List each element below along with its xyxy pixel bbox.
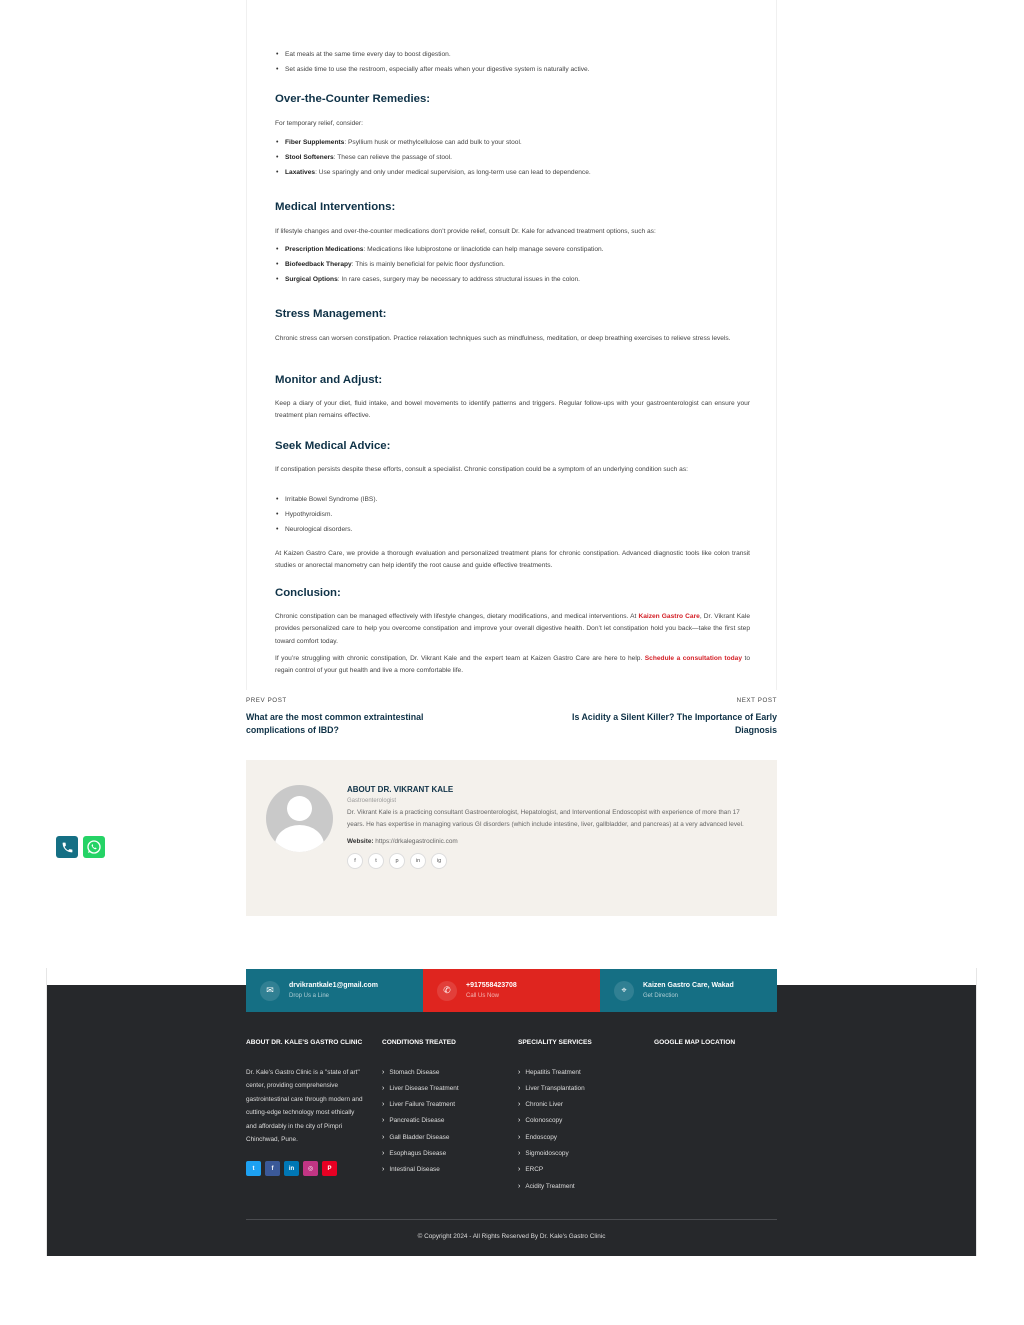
monitor-heading: Monitor and Adjust: [275,374,383,386]
otc-list [275,137,750,182]
phone-icon: ✆ [437,981,457,1001]
list-item: • Set aside time to use the restroom, especially after meals when your digestive system is naturally active. [275,64,750,76]
author-bio: Dr. Vikrant Kale is a practicing consultant Gastroenterologist, Hepatologist, and Interventional Endoscopist with experience of more than 17 years. He has expertise in managing various GI disorders (which include intestine, liver, gallbladder, and pancreas) at a very advanced level. [347,809,744,829]
footer-link[interactable]: › Esophagus Disease [382,1149,507,1158]
list-item: • Hypothyroidism. [275,509,750,521]
whatsapp-icon [86,839,102,855]
linkedin-icon[interactable]: in [284,1161,299,1176]
mail-icon: ✉ [260,981,280,1001]
list-item: • Biofeedback Therapy: This is mainly beneficial for pelvic floor dysfunction. [275,259,750,271]
footer-map [654,1036,777,1050]
phone-contact[interactable] [423,969,600,1012]
stress-heading: Stress Management: [275,308,387,320]
footer-conditions [382,1036,507,1182]
footer-link[interactable]: › Pancreatic Disease [382,1116,507,1125]
medical-list [275,244,750,289]
pinterest-icon[interactable]: p [389,853,405,869]
footer-link[interactable]: › Colonoscopy [518,1116,643,1125]
list-item: • Eat meals at the same time every day to boost digestion. [275,49,750,61]
list-item: • Neurological disorders. [275,524,750,536]
footer-link[interactable]: › Sigmoidoscopy [518,1149,643,1158]
otc-heading: Over-the-Counter Remedies: [275,93,431,105]
footer-link[interactable]: › Stomach Disease [382,1068,507,1077]
avatar [266,785,333,852]
footer-divider [246,1219,777,1220]
footer-about [246,1036,366,1176]
list-item: • Stool Softeners: These can relieve the passage of stool. [275,152,750,164]
phone-sub: Call Us Now [466,993,500,999]
conclusion-heading: Conclusion: [275,587,341,599]
instagram-icon[interactable]: ig [431,853,447,869]
seek-heading: Seek Medical Advice: [275,440,391,452]
article-body [246,0,777,690]
email-contact[interactable] [246,969,423,1012]
footer-link[interactable]: › Liver Transplantation [518,1084,643,1093]
list-item: • Prescription Medications: Medications like lubiprostone or linaclotide can help manage severe constipation. [275,244,750,256]
footer-about-heading: ABOUT DR. KALE'S GASTRO CLINIC [246,1039,363,1046]
facebook-icon[interactable]: f [347,853,363,869]
monitor-text: Keep a diary of your diet, fluid intake, and bowel movements to identify patterns and triggers. Regular follow-ups with your gastroenterologist can ensure your treatment plan remains effective. [275,400,750,420]
email-sub: Drop Us a Line [289,993,330,999]
author-name: ABOUT DR. VIKRANT KALE [347,785,454,794]
footer-social [246,1161,366,1176]
biofeedback-link[interactable]: Biofeedback Therapy [285,261,352,268]
location-contact[interactable] [600,969,777,1012]
location-icon: ⌖ [614,981,634,1001]
stress-text: Chronic stress can worsen constipation. Practice relaxation techniques such as mindfulness, meditation, or deep breathing exercises to relieve stress levels. [275,335,731,342]
next-post-label: NEXT POST [736,697,777,704]
location-name[interactable]: Kaizen Gastro Care, Wakad [643,982,734,989]
conclusion-p1: Chronic constipation can be managed effectively with lifestyle changes, dietary modifications, and medical interventions. At Kaizen Gastro Care, Dr. Vikrant Kale provides personalized care to help you overcome constipation and improve your overall digestive health. Don’t let constipation hold you back—take the first step toward comfort today. [275,613,750,645]
footer-link[interactable]: › Hepatitis Treatment [518,1068,643,1077]
prev-post[interactable] [246,697,476,736]
pinterest-icon[interactable]: P [322,1161,337,1176]
otc-intro: For temporary relief, consider: [275,120,363,127]
location-sub: Get Direction [643,993,679,999]
twitter-icon[interactable]: t [368,853,384,869]
seek-text-2: At Kaizen Gastro Care, we provide a thorough evaluation and personalized treatment plans for chronic constipation. Advanced diagnostic tools like colon transit studies or anorectal manometry can help identify the root cause and guide effective treatments. [275,550,750,570]
list-item: • Fiber Supplements: Psyllium husk or methylcellulose can add bulk to your stool. [275,137,750,149]
prev-post-label: PREV POST [246,697,287,704]
kaizen-link[interactable]: Kaizen Gastro Care [638,613,700,620]
call-float-button[interactable] [56,836,78,858]
facebook-icon[interactable]: f [265,1161,280,1176]
email-address[interactable]: drvikrantkale1@gmail.com [289,982,378,989]
next-post[interactable] [537,697,777,736]
author-box [246,760,777,916]
list-item: • Surgical Options: In rare cases, surgery may be necessary to address structural issues in the colon. [275,274,750,286]
footer-link[interactable]: › Gall Bladder Disease [382,1133,507,1142]
schedule-link[interactable]: Schedule a consultation today [644,655,742,662]
next-post-title[interactable]: Is Acidity a Silent Killer? The Importance of Early Diagnosis [572,712,777,735]
instagram-icon[interactable]: ◎ [303,1161,318,1176]
whatsapp-float-button[interactable] [83,836,105,858]
footer-link[interactable]: › Liver Failure Treatment [382,1100,507,1109]
map-heading: GOOGLE MAP LOCATION [654,1039,736,1046]
medical-heading: Medical Interventions: [275,201,396,213]
list-item: • Irritable Bowel Syndrome (IBS). [275,494,750,506]
author-social [347,853,747,869]
services-heading: SPECIALITY SERVICES [518,1039,592,1046]
prev-post-title[interactable]: What are the most common extraintestinal complications of IBD? [246,712,424,735]
conclusion-p2: If you’re struggling with chronic constipation, Dr. Vikrant Kale and the expert team at Kaizen Gastro Care are here to help. Schedule a consultation today to regain control of your gut health and live a more comfortable life. [275,655,750,675]
contact-bar [246,969,777,1012]
footer [47,985,976,1256]
phone-number[interactable]: +917558423708 [466,982,517,989]
author-website-link[interactable]: https://drkalegastroclinic.com [375,837,458,845]
list-item: • Laxatives: Use sparingly and only under medical supervision, as long-term use can lead to dependence. [275,167,750,179]
twitter-icon[interactable]: t [246,1161,261,1176]
linkedin-icon[interactable]: in [410,853,426,869]
seek-text: If constipation persists despite these efforts, consult a specialist. Chronic constipation could be a symptom of an underlying condition such as: [275,466,688,473]
conditions-heading: CONDITIONS TREATED [382,1039,456,1046]
phone-icon [61,841,74,854]
footer-services [518,1036,643,1198]
medical-intro: If lifestyle changes and over-the-counter medications don’t provide relief, consult Dr. Kale for advanced treatment options, such as: [275,228,656,235]
author-role: Gastroenterologist [347,798,397,804]
footer-link[interactable]: › Endoscopy [518,1133,643,1142]
footer-link[interactable]: › Intestinal Disease [382,1165,507,1174]
footer-link[interactable]: › Acidity Treatment [518,1182,643,1191]
footer-link[interactable]: › Chronic Liver [518,1100,643,1109]
footer-about-text: Dr. Kale's Gastro Clinic is a "state of art" center, providing comprehensive gastrointestinal care through modern and cutting-edge technology most ethically and affordably in the city of Pimpri Chinchwad, Pune. [246,1068,363,1144]
condition-list [275,494,750,539]
footer-link[interactable]: › Liver Disease Treatment [382,1084,507,1093]
author-website: Website: https://drkalegastroclinic.com [347,837,458,845]
footer-link[interactable]: › ERCP [518,1165,643,1174]
copyright: © Copyright 2024 - All Rights Reserved By Dr. Kale's Gastro Clinic [417,1233,606,1240]
habit-list [275,49,750,79]
